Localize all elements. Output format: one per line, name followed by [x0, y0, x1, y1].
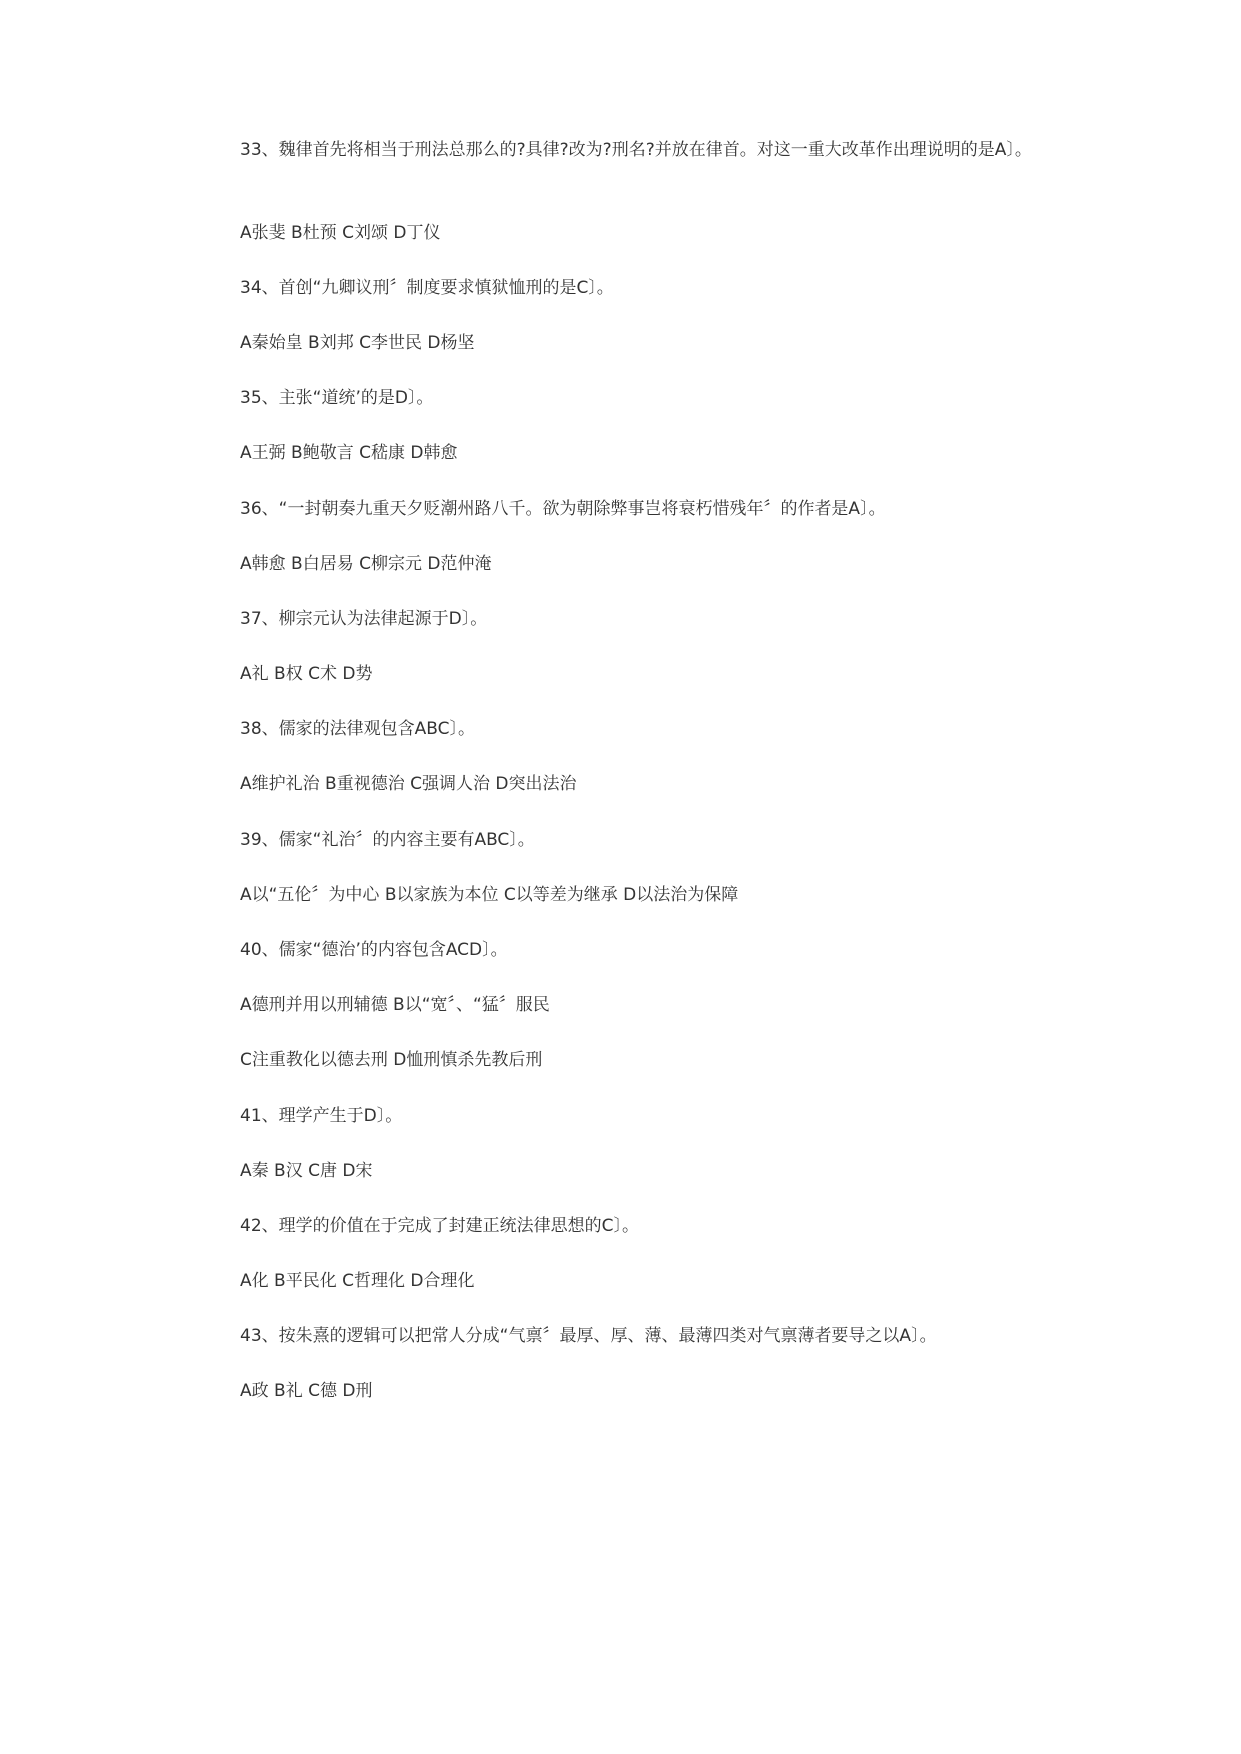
options-36: A韩愈 B白居易 C柳宗元 D范仲淹	[240, 554, 492, 574]
options-34: A秦始皇 B刘邦 C李世民 D杨坚	[240, 333, 475, 353]
options-37: A礼 B权 C术 D势	[240, 664, 373, 684]
question-38: 38、儒家的法律观包含ABC〕。	[240, 719, 475, 739]
question-41: 41、理学产生于D〕。	[240, 1106, 403, 1126]
question-39: 39、儒家“礼治〞的内容主要有ABC〕。	[240, 830, 535, 850]
question-43: 43、按朱熹的逻辑可以把常人分成“气禀〞最厚、厚、薄、最薄四类对气禀薄者要导之以A〕。	[240, 1326, 937, 1346]
options-40-line-2: C注重教化以德去刑 D恤刑慎杀先教后刑	[240, 1050, 543, 1070]
question-35: 35、主张“道统’的是D〕。	[240, 388, 434, 408]
question-33: 33、魏律首先将相当于刑法总那么的?具律?改为?刑名?并放在律首。对这一重大改革作出理说明的是A〕。	[240, 140, 1032, 160]
question-36: 36、“一封朝奏九重天夕贬潮州路八千。欲为朝除弊事岂将衰朽惜残年〞的作者是A〕。	[240, 499, 886, 519]
options-42: A化 B平民化 C哲理化 D合理化	[240, 1271, 475, 1291]
question-37: 37、柳宗元认为法律起源于D〕。	[240, 609, 488, 629]
options-40-line-1: A德刑并用以刑辅德 B以“宽〞、“猛〞服民	[240, 995, 550, 1015]
question-34: 34、首创“九卿议刑〞制度要求慎狱恤刑的是C〕。	[240, 278, 614, 298]
options-41: A秦 B汉 C唐 D宋	[240, 1161, 373, 1181]
options-33: A张斐 B杜预 C刘颂 D丁仪	[240, 223, 441, 243]
question-42: 42、理学的价值在于完成了封建正统法律思想的C〕。	[240, 1216, 640, 1236]
question-40: 40、儒家“德治’的内容包含ACD〕。	[240, 940, 508, 960]
options-43: A政 B礼 C德 D刑	[240, 1381, 373, 1401]
options-38: A维护礼治 B重视德治 C强调人治 D突出法治	[240, 774, 577, 794]
options-39: A以“五伦〞为中心 B以家族为本位 C以等差为继承 D以法治为保障	[240, 885, 739, 905]
options-35: A王弼 B鲍敬言 C嵇康 D韩愈	[240, 443, 458, 463]
